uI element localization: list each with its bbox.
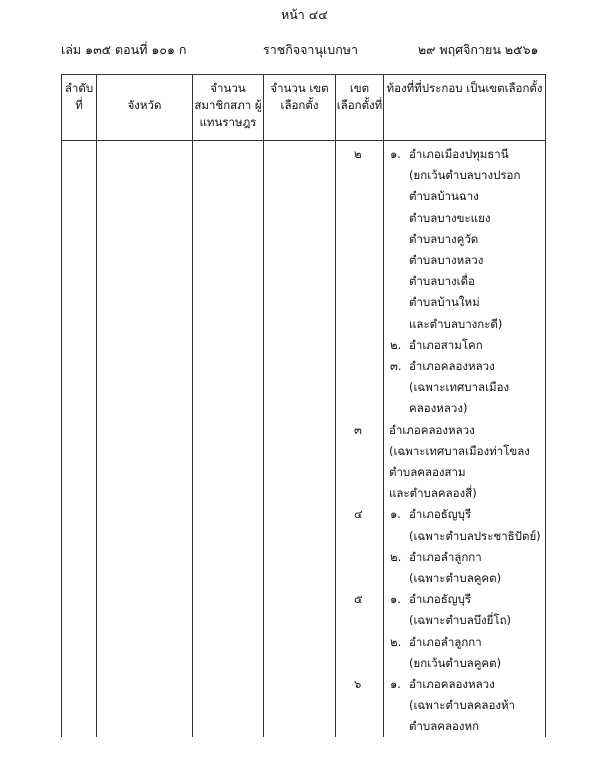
area-text: อำเภอคลองหลวง — [389, 422, 475, 437]
area-text: ตำบลบางหลวง — [409, 253, 484, 267]
list-number: ๑. — [390, 592, 401, 607]
area-text: ตำบลคลองสาม — [389, 465, 466, 479]
col-header-areas: ท้องที่ที่ประกอบ เป็นเขตเลือกตั้ง — [386, 81, 543, 95]
col-border — [96, 74, 97, 737]
col-border — [545, 74, 546, 737]
area-text: คลองหลวง) — [409, 401, 468, 416]
area-text: อำเภอคลองหลวง — [409, 677, 495, 691]
area-text: ตำบลบ้านฉาง — [409, 189, 479, 204]
col-header-order: ลำดับที่ — [64, 81, 94, 112]
col-header-members: จำนวน สมาชิกสภา ผู้แทนราษฎร — [194, 81, 262, 129]
gazette-title: ราชกิจจานุเบกษา — [263, 42, 359, 57]
volume-issue: เล่ม ๑๓๕ ตอนที่ ๑๐๑ ก — [61, 42, 187, 57]
list-number: ๑. — [390, 507, 401, 522]
area-text: (เฉพาะเทศบาลเมือง — [409, 380, 510, 395]
list-number: ๑. — [390, 147, 401, 161]
area-text: (ยกเว้นตำบลบางปรอก — [409, 168, 521, 183]
district-number: ๒ — [354, 147, 362, 161]
area-text: (เฉพาะตำบลคลองห้า — [409, 698, 516, 713]
list-number: ๒. — [390, 549, 402, 564]
area-text: อำเภอธัญบุรี — [409, 592, 472, 607]
table-header-border — [61, 140, 545, 141]
area-text: ตำบลบางขะแยง — [409, 210, 491, 225]
col-border — [335, 74, 336, 737]
district-number: ๓ — [354, 422, 362, 437]
area-text: (เฉพาะตำบลคูคต) — [409, 571, 502, 585]
area-text: (เฉพาะเทศบาลเมืองท่าโขลง — [389, 443, 530, 458]
area-text: ตำบลบางเดื่อ — [409, 274, 475, 289]
list-number: ๑. — [390, 677, 401, 691]
col-header-district: เขต เลือกตั้งที่ — [336, 81, 383, 112]
area-text: และตำบลบางกะดี) — [409, 316, 503, 331]
col-border — [61, 74, 62, 737]
district-number: ๔ — [354, 507, 363, 522]
area-text: ตำบลบ้านใหม่ — [409, 295, 480, 310]
col-border — [192, 74, 193, 737]
table-top-border — [61, 74, 545, 75]
area-text: อำเภอลำลูกกา — [409, 634, 482, 649]
publication-date: ๒๙ พฤศจิกายน ๒๕๖๑ — [418, 42, 539, 57]
col-header-districts-count: จำนวน เขตเลือกตั้ง — [270, 81, 329, 112]
list-number: ๓. — [390, 359, 402, 373]
area-text: และตำบลคลองสี่) — [389, 486, 477, 501]
area-text: อำเภอสามโคก — [409, 337, 483, 352]
area-text: อำเภอเมืองปทุมธานี — [409, 147, 509, 161]
area-text: (เฉพาะตำบลประชาธิปัตย์) — [409, 528, 541, 543]
district-number: ๖ — [354, 677, 362, 691]
area-text: (เฉพาะตำบลบึงยี่โถ) — [409, 613, 512, 628]
page-number: หน้า ๔๔ — [281, 7, 328, 22]
col-header-province: จังหวัด — [127, 98, 162, 112]
list-number: ๒. — [390, 337, 402, 352]
area-text: (ยกเว้นตำบลคูคต) — [409, 655, 502, 670]
area-text: อำเภอธัญบุรี — [409, 507, 472, 522]
area-text: ตำบลบางคูวัด — [409, 231, 479, 246]
area-text: ตำบลคลองหก — [409, 719, 480, 734]
area-text: อำเภอลำลูกกา — [409, 549, 482, 564]
col-border — [263, 74, 264, 737]
list-number: ๒. — [390, 634, 402, 649]
col-border — [383, 74, 384, 737]
area-text: อำเภอคลองหลวง — [409, 359, 495, 373]
district-number: ๕ — [354, 592, 363, 607]
